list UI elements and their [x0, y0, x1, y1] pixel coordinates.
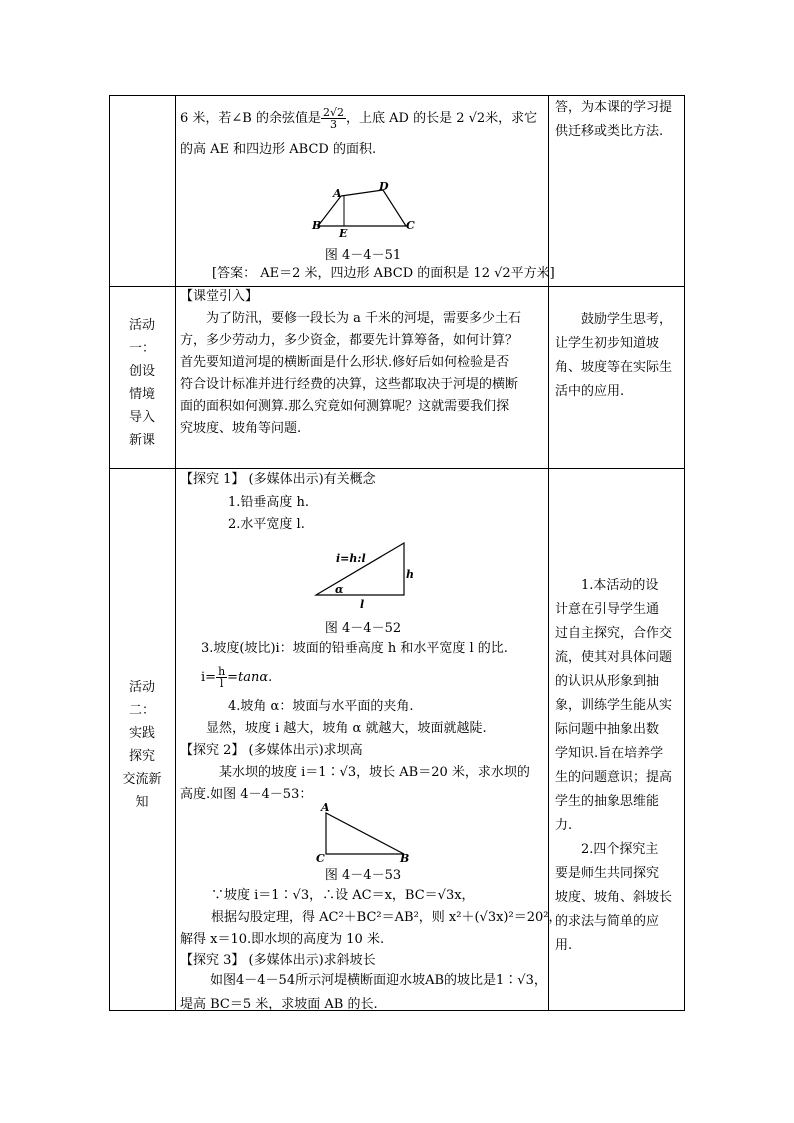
- row2-note-line: 角、坡度等在实际生: [555, 360, 673, 375]
- row3-note-line: 1.本活动的设: [581, 578, 659, 593]
- fig51-label-d: D: [379, 180, 389, 193]
- formula-lhs: i=: [201, 670, 217, 685]
- row3-note2-line: 用.: [555, 938, 573, 953]
- activity-2-line: 知: [135, 795, 149, 810]
- row2-note: [555, 308, 683, 404]
- explore-3-problem-line2: 堤高 BC＝5 米，求坡面 AB 的长.: [180, 997, 378, 1012]
- solution-line-2: 根据勾股定理，得 AC²＋BC²＝AB²，则 x²＋(√3x)²＝20²，: [211, 910, 562, 925]
- activity-1-line: 一：: [128, 341, 155, 356]
- fig51-label-e: E: [339, 227, 348, 240]
- formula-rhs: =tanα.: [227, 670, 273, 685]
- row3-note-line: 学生的抽象思维能: [555, 794, 660, 809]
- fraction-denominator: 3: [329, 118, 337, 131]
- activity-1-line: 创设: [128, 364, 155, 379]
- row1-line1-part-a: 6 米，若∠B 的余弦值是: [180, 111, 321, 126]
- row1-note: [555, 96, 683, 144]
- cosine-fraction: [321, 107, 346, 130]
- fig52-label-l: l: [360, 598, 365, 611]
- col-divider-1: [175, 95, 176, 1011]
- trapezoid-shape: [318, 190, 406, 226]
- row3-note-2: [555, 838, 683, 958]
- slope-triangle-shape: [316, 543, 404, 595]
- row3-note-line: 过自主探究，合作交: [555, 626, 673, 641]
- activity-1-line: 导入: [128, 410, 155, 425]
- paragraph-line: 为了防汛，要修一段长为 a 千米的河堤，需要多少土石: [206, 311, 522, 326]
- activity-1-line: 新课: [128, 433, 155, 448]
- solution-line-1: ∵坡度 i＝1∶√3，∴设 AC＝x，BC＝√3x，: [211, 888, 475, 903]
- formula-fraction: [216, 666, 227, 689]
- formula-denominator: l: [219, 677, 224, 690]
- class-intro-heading: 【课堂引入】: [180, 289, 259, 304]
- row1-line1: [180, 107, 537, 130]
- paragraph-line: 符合设计标准并进行经费的决算，这些都取决于河堤的横断: [180, 377, 519, 392]
- explore-2-problem-line2: 高度.如图 4－4－53：: [180, 787, 313, 802]
- slope-triangle-figure-52: [312, 540, 416, 612]
- row3-note2-line: 2.四个探究主: [581, 842, 659, 857]
- slope-formula: [201, 666, 272, 689]
- row3-note-line: 力.: [555, 818, 573, 833]
- solution-line-3: 解得 x＝10.即水坝的高度为 10 米.: [180, 932, 385, 947]
- row1-note-line: 答，为本课的学习提: [555, 100, 673, 115]
- fig51-label-a: A: [333, 187, 342, 200]
- slope-angle-definition: 4.坡角 α：坡面与水平面的夹角.: [228, 699, 414, 714]
- fig53-label-a: A: [321, 802, 330, 814]
- activity-2-line: 实践: [128, 726, 155, 741]
- row2-note-line: 让学生初步知道坡: [555, 336, 660, 351]
- fig52-caption: 图 4－4－52: [324, 621, 402, 636]
- fig52-label-h: h: [406, 568, 414, 581]
- activity-1-line: 活动: [128, 318, 155, 333]
- fig53-caption: 图 4－4－53: [324, 868, 402, 883]
- paragraph-line: 首先要知道河堤的横断面是什么形状.修好后如何检验是否: [180, 355, 510, 370]
- dam-triangle-shape: [326, 813, 404, 854]
- row3-note-line: 际问题中抽象出数: [555, 722, 660, 737]
- paragraph-line: 究坡度、坡角等问题.: [180, 421, 302, 436]
- explore-2-problem-line1: 某水坝的坡度 i＝1∶√3，坡长 AB＝20 米，求水坝的: [219, 765, 530, 780]
- fig51-label-c: C: [406, 219, 415, 232]
- row3-note-line: 的认识从形象到抽: [555, 674, 660, 689]
- row2-note-line: 活中的应用.: [555, 384, 625, 399]
- concept-item-1: 1.铅垂高度 h.: [228, 495, 310, 510]
- explore-3-heading: 【探究 3】 (多媒体出示)求斜坡长: [180, 953, 376, 968]
- row3-note-line: 象，训练学生能从实: [555, 698, 673, 713]
- row2-note-line: 鼓励学生思考，: [581, 312, 673, 327]
- paragraph-line: 方，多少劳动力，多少资金，都要先计算筹备，如何计算？: [180, 333, 519, 348]
- trapezoid-figure-51: [308, 180, 418, 240]
- row1-line2: 的高 AE 和四边形 ABCD 的面积.: [180, 142, 377, 157]
- activity-2-line: 交流新: [122, 772, 162, 787]
- row3-note2-line: 坡度、坡角、斜坡长: [555, 890, 673, 905]
- explore-3-problem-line1: 如图4－4－54所示河堤横断面迎水坡AB的坡比是1∶√3，: [210, 973, 547, 988]
- row1-note-line: 供迁移或类比方法.: [555, 124, 664, 139]
- row1-line1-part-b: ，上底 AD 的长是 2 √2米，求它: [346, 111, 538, 126]
- fraction-numerator: 2√2: [322, 106, 344, 119]
- fig53-label-b: B: [400, 852, 410, 864]
- activity-2-label: [109, 676, 175, 814]
- paragraph-line: 面的面积如何测算.那么究竟如何测算呢？这就需要我们探: [180, 399, 510, 414]
- formula-numerator: h: [218, 665, 226, 678]
- explore-2-heading: 【探究 2】 (多媒体出示)求坝高: [180, 743, 363, 758]
- fig52-ratio-label: i=h:l: [336, 552, 366, 565]
- row3-note-1: [555, 574, 683, 838]
- concept-item-2: 2.水平宽度 l.: [228, 517, 305, 532]
- row3-note-line: 计意在引导学生通: [555, 602, 660, 617]
- fig52-label-alpha: α: [335, 583, 344, 596]
- fig53-label-c: C: [316, 852, 325, 864]
- row3-note-line: 生的问题意识；提高: [555, 770, 673, 785]
- dam-triangle-figure-53: [312, 802, 416, 864]
- row3-note-line: 流，使其对具体问题: [555, 650, 673, 665]
- slope-definition: 3.坡度(坡比)i：坡面的铅垂高度 h 和水平宽度 l 的比.: [201, 641, 508, 656]
- activity-1-line: 情境: [128, 387, 155, 402]
- fig51-caption: 图 4－4－51: [324, 248, 402, 263]
- explore-1-heading: 【探究 1】 (多媒体出示)有关概念: [180, 472, 376, 487]
- col-divider-2: [548, 95, 549, 1011]
- row3-note2-line: 的求法与简单的应: [555, 914, 660, 929]
- class-intro-paragraph: [180, 308, 544, 440]
- activity-2-line: 探究: [128, 749, 155, 764]
- activity-2-line: 活动: [128, 680, 155, 695]
- activity-2-line: 二：: [128, 703, 155, 718]
- fig51-label-b: B: [312, 219, 322, 232]
- row3-note-line: 学知识.旨在培养学: [555, 746, 664, 761]
- row3-note2-line: 要是师生共同探究: [555, 866, 660, 881]
- table-border-left: [109, 95, 110, 1011]
- activity-1-label: [109, 314, 175, 452]
- obvious-statement: 显然，坡度 i 越大，坡角 α 就越大，坡面就越陡.: [206, 721, 487, 736]
- row1-answer: [答案： AE＝2 米，四边形 ABCD 的面积是 12 √2平方米]: [212, 266, 555, 281]
- table-border-right: [684, 95, 685, 1011]
